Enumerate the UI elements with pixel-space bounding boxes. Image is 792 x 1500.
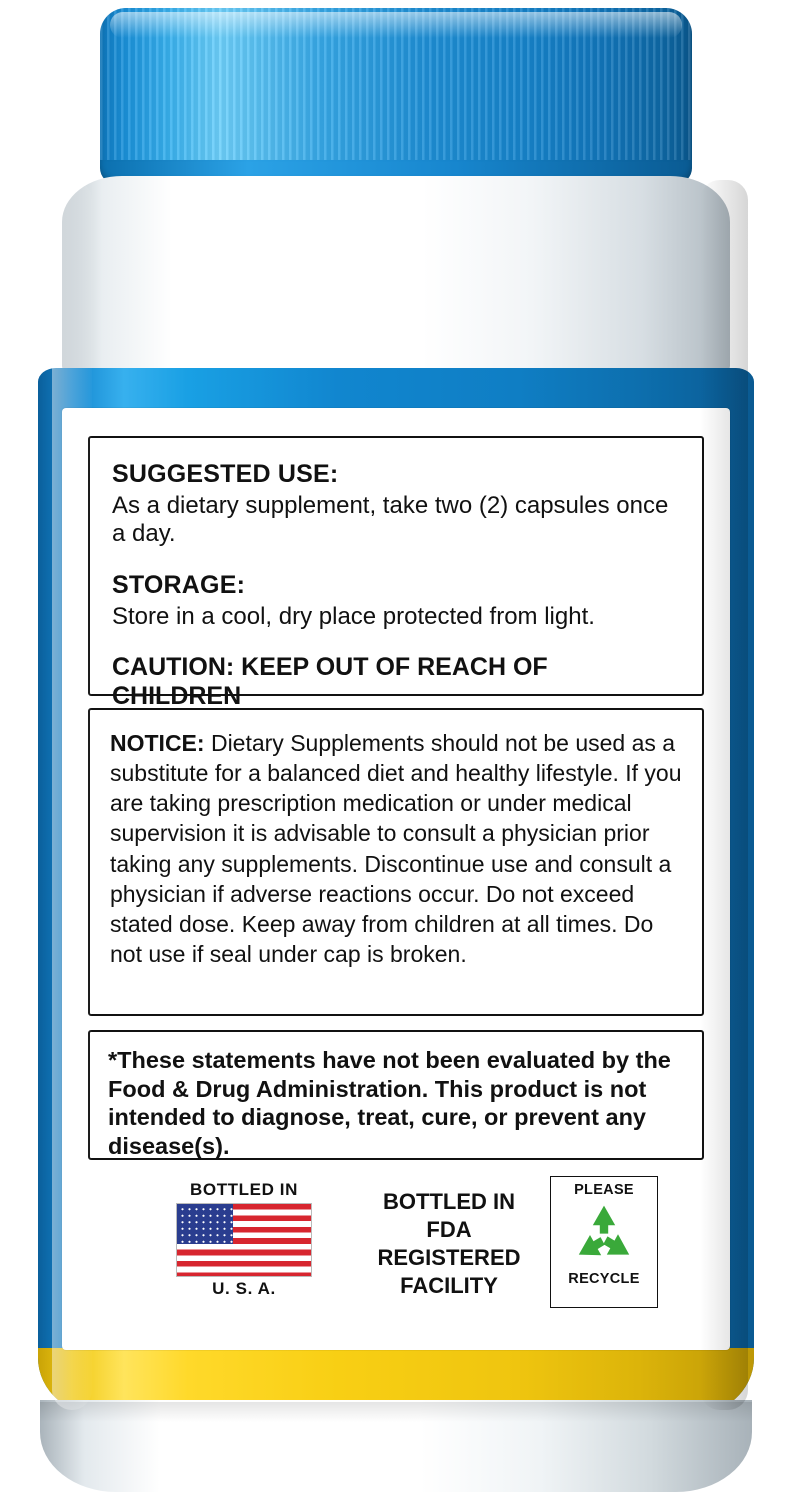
usa-badge-top-text: BOTTLED IN [190,1180,298,1199]
usa-flag-icon [176,1203,312,1277]
bottle-base-shadow [40,1402,752,1422]
storage-heading: STORAGE: [112,570,246,599]
cap-highlight [110,12,682,38]
suggested-use-heading: SUGGESTED USE: [112,460,339,488]
back-label-panel [62,408,730,1350]
fda-disclaimer-text: *These statements have not been evaluated by the Food & Drug Administration. This product is not intended to diagnose, treat, cure, or prevent any disease(s). [108,1047,671,1159]
please-recycle-badge [550,1176,658,1308]
flag-stars [177,1204,233,1244]
bottle-cap [100,8,692,180]
recycle-icon [567,1200,641,1270]
notice-label: NOTICE: [110,730,205,756]
notice-paragraph [110,728,682,969]
bottle-neck [62,176,730,376]
bottled-in-usa-badge [164,1180,324,1299]
caution-text: CAUTION: KEEP OUT OF REACH OF CHILDREN [112,652,548,710]
notice-box [88,708,704,1016]
notice-body: Dietary Supplements should not be used as a substitute for a balanced diet and healthy lifestyle. If you are taking prescription medication or under medical supervision it is advisable to consult a physician prior taking any supplements. Discontinue use and consult a physician if adverse reactions occur. Do not exceed stated dose. Keep away from children at all times. Do not use if seal under cap is broken. [110,730,682,967]
recycle-badge-bottom-text: RECYCLE [568,1271,640,1287]
storage-text: Store in a cool, dry place protected from light. [112,602,595,630]
fda-badge-line2: FDA [426,1217,472,1243]
badges-row [88,1176,704,1326]
suggested-use-box [88,436,704,710]
fda-badge-line4: FACILITY [400,1273,498,1299]
fda-badge-line1: BOTTLED IN [383,1189,515,1214]
recycle-badge-top-text: PLEASE [574,1182,634,1198]
fda-disclaimer-box [88,1030,704,1160]
usa-badge-bottom-text: U. S. A. [212,1279,276,1298]
fda-registered-facility-badge [334,1188,564,1301]
fda-badge-line3: REGISTERED [377,1245,521,1271]
suggested-use-text: As a dietary supplement, take two (2) capsules once a day. [112,492,669,548]
